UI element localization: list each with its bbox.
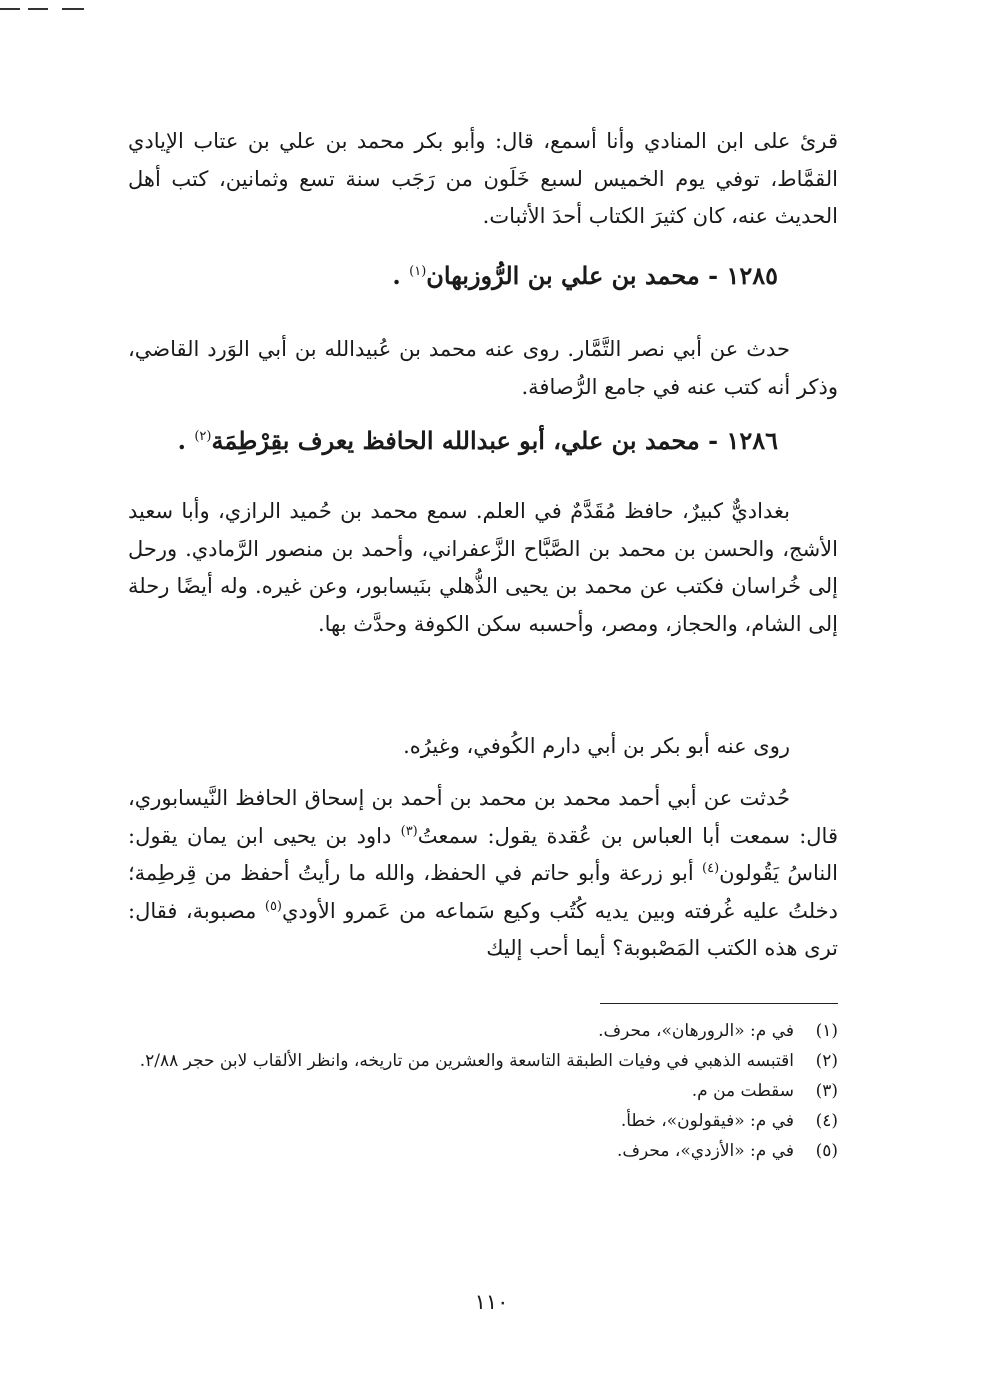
entry-heading-1285: [128, 256, 778, 296]
paragraph-5-part-c: أبو زرعة وأبو حاتم في الحفظ، والله ما رأيتُ أحفظ من قِرطِمة؛ دخلتُ عليه غُرفته وبين يديه كُتُب وكيع سَماعه من عَمرو الأودي: [128, 861, 839, 923]
paragraph-4-text: روى عنه أبو بكر بن أبي دارم الكُوفي، وغيرُه.: [403, 734, 790, 758]
footnote-number: (١): [815, 1021, 838, 1041]
paragraph-2: [128, 331, 838, 406]
paragraph-5-part-b: داود بن يحيى ابن يمان يقول: الناسُ يَقُولون: [128, 823, 838, 885]
footnote-number: (٣): [815, 1081, 838, 1101]
footnote-ref-5: (٥): [264, 898, 282, 914]
paragraph-5-part-a: حُدثت عن أبي أحمد محمد بن محمد بن أحمد بن إسحاق الحافظ النَّيسابوري، قال: سمعت أبا العباس بن عُقدة يقول: سمعتُ: [128, 786, 838, 848]
footnote-text: اقتبسه الذهبي في وفيات الطبقة التاسعة والعشرين من تاريخه، وانظر الألقاب لابن حجر ٢/٨٨.: [139, 1051, 794, 1071]
footnote-number: (٢): [815, 1051, 838, 1071]
footnote-2: [128, 1046, 838, 1076]
paragraph-3-text: بغداديٌّ كبيرٌ، حافظ مُقَدَّمٌ في العلم. سمع محمد بن حُميد الرازي، وأبا سعيد الأشج، والحسن بن محمد بن الصَّبَّاح الزَّعفراني، وأحمد بن منصور الرَّمادي. ورحل إلى خُراسان فكتب عن محمد بن يحيى الذُّهلي بنَيسابور، وعن غيره. وله أيضًا رحلة إلى الشام، والحجاز، ومصر، وأحسبه سكن الكوفة وحدَّث بها.: [128, 499, 838, 636]
scan-mark: [28, 8, 48, 10]
entry-heading-1286: [128, 421, 778, 461]
footnote-ref-4: (٤): [702, 861, 720, 876]
footnote-ref-3: (٣): [400, 823, 418, 839]
footnote-text: في م: «الأزدي»، محرف.: [616, 1141, 794, 1161]
footnote-ref-1: (١): [409, 264, 427, 279]
footnote-divider: [600, 1003, 838, 1004]
footnote-text: في م: «الرورهان»، محرف.: [598, 1021, 794, 1041]
footnote-text: سقطت من م.: [691, 1081, 794, 1101]
paragraph-5: [128, 780, 838, 968]
scan-mark: [62, 8, 84, 10]
footnote-5: [128, 1136, 838, 1166]
paragraph-4: [128, 728, 838, 766]
footnotes: [128, 1016, 838, 1166]
page-number: ١١٠: [474, 1290, 509, 1314]
footnote-3: [128, 1076, 838, 1106]
entry-heading-1286-text: ١٢٨٦ - محمد بن علي، أبو عبدالله الحافظ يعرف بقِرْطِمَة: [211, 426, 778, 455]
footnote-4: [128, 1106, 838, 1136]
scan-mark: [0, 8, 20, 10]
footnote-number: (٤): [815, 1111, 838, 1131]
paragraph-1-text: قرئ على ابن المنادي وأنا أسمع، قال: وأبو بكر محمد بن علي بن عتاب الإيادي القمَّاط، توفي يوم الخميس لسبع خَلَون من رَجَب سنة تسع وثمانين، كتب أهل الحديث عنه، كان كثيرَ الكتاب أحدَ الأثبات.: [128, 129, 838, 228]
footnote-ref-2: (٢): [194, 429, 212, 444]
paragraph-5-part-d: مصبوبة، فقال: ترى هذه الكتب المَصْبوبة؟ أيما أحب إليك: [128, 898, 838, 960]
paragraph-1: [128, 123, 838, 236]
paragraph-3: [128, 493, 838, 643]
entry-heading-1286-end: .: [177, 426, 195, 455]
entry-heading-1285-text: ١٢٨٥ - محمد بن علي بن الرُّوزبهان: [426, 261, 778, 290]
footnote-text: في م: «فيقولون»، خطأ.: [620, 1111, 794, 1131]
footnote-number: (٥): [815, 1141, 838, 1161]
paragraph-2-text: حدث عن أبي نصر التَّمَّار. روى عنه محمد بن عُبيدالله بن أبي الوَرد القاضي، وذكر أنه كتب عنه في جامع الرُّصافة.: [128, 337, 838, 399]
entry-heading-1285-end: .: [392, 261, 410, 290]
paragraph-5-text: [128, 780, 838, 968]
footnote-1: [128, 1016, 838, 1046]
